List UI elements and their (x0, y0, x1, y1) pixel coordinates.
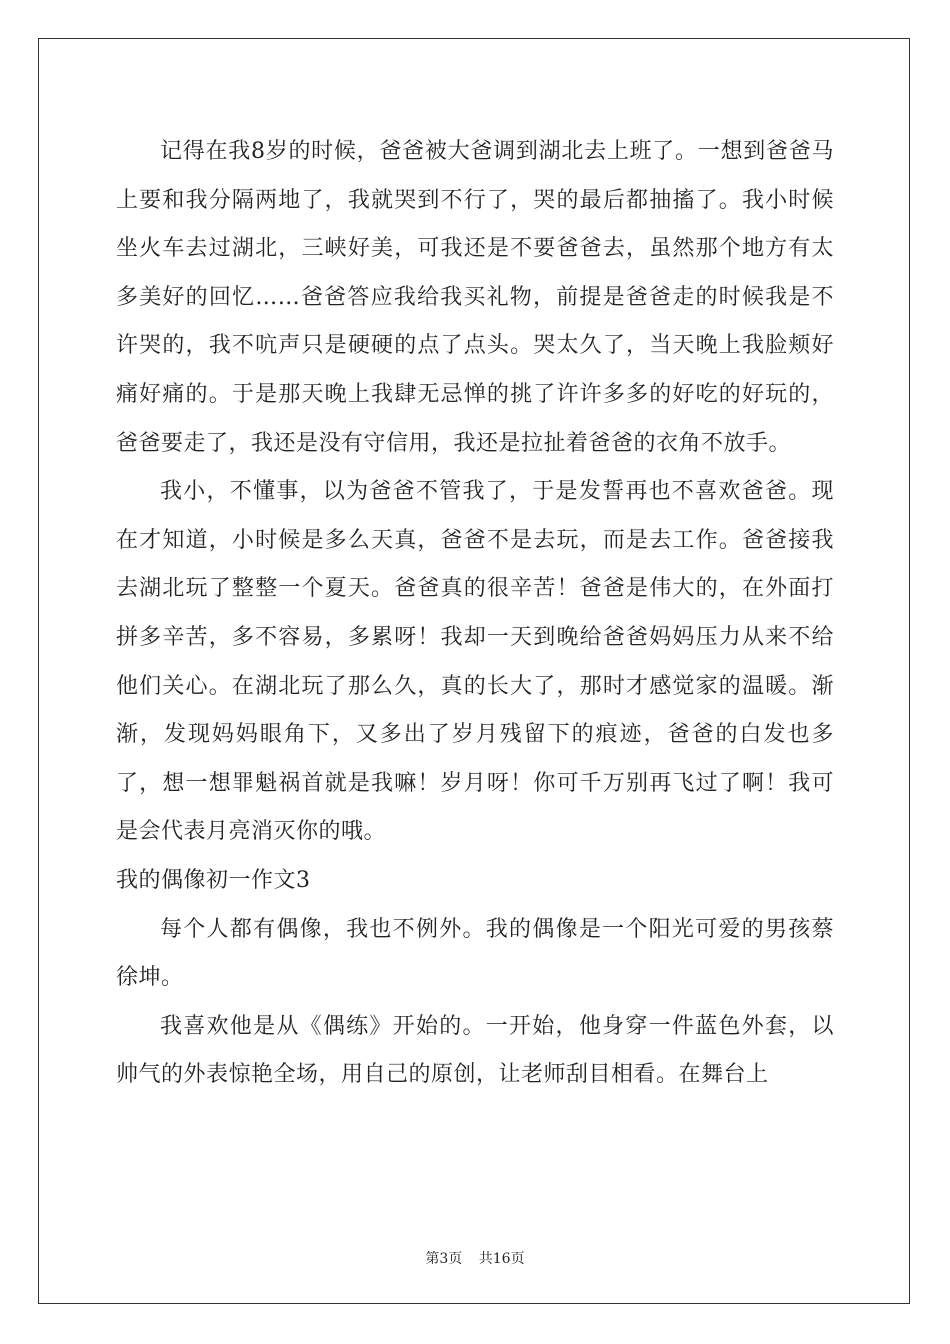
paragraph-2: 我小，不懂事，以为爸爸不管我了，于是发誓再也不喜欢爸爸。现在才知道，小时候是多么天真，爸爸不是去玩，而是去工作。爸爸接我去湖北玩了整整一个夏天。爸爸真的很辛苦！爸爸是伟大的，在外面打拼多辛苦，多不容易，多累呀！我却一天到晚给爸爸妈妈压力从来不给他们关心。在湖北玩了那么久，真的长大了，那时才感觉家的温暖。渐渐，发现妈妈眼角下，又多出了岁月残留下的痕迹，爸爸的白发也多了，想一想罪魁祸首就是我嘛！岁月呀！你可千万别再飞过了啊！我可是会代表月亮消灭你的哦。 (116, 479, 834, 845)
page-number: 第3页 (425, 1251, 463, 1267)
page-footer (0, 1248, 950, 1268)
page-total: 共16页 (478, 1251, 525, 1267)
paragraph-1: 记得在我8岁的时候，爸爸被大爸调到湖北去上班了。一想到爸爸马上要和我分隔两地了，我就哭到不行了，哭的最后都抽搐了。我小时候坐火车去过湖北，三峡好美，可我还是不要爸爸去，虽然那个地方有太多美好的回忆……爸爸答应我给我买礼物，前提是爸爸走的时候我是不许哭的，我不吭声只是硬硬的点了点头。哭太久了，当天晚上我脸颊好痛好痛的。于是那天晚上我肆无忌惮的挑了许许多多的好吃的好玩的，爸爸要走了，我还是没有守信用，我还是拉扯着爸爸的衣角不放手。 (116, 139, 834, 456)
paragraph-4: 我喜欢他是从《偶练》开始的。一开始，他身穿一件蓝色外套，以帅气的外表惊艳全场，用自己的原创，让老师刮目相看。在舞台上 (116, 1013, 834, 1088)
document-body (116, 128, 834, 1100)
section-heading: 我的偶像初一作文3 (116, 867, 311, 893)
paragraph-3: 每个人都有偶像，我也不例外。我的偶像是一个阳光可爱的男孩蔡徐坤。 (116, 916, 834, 991)
